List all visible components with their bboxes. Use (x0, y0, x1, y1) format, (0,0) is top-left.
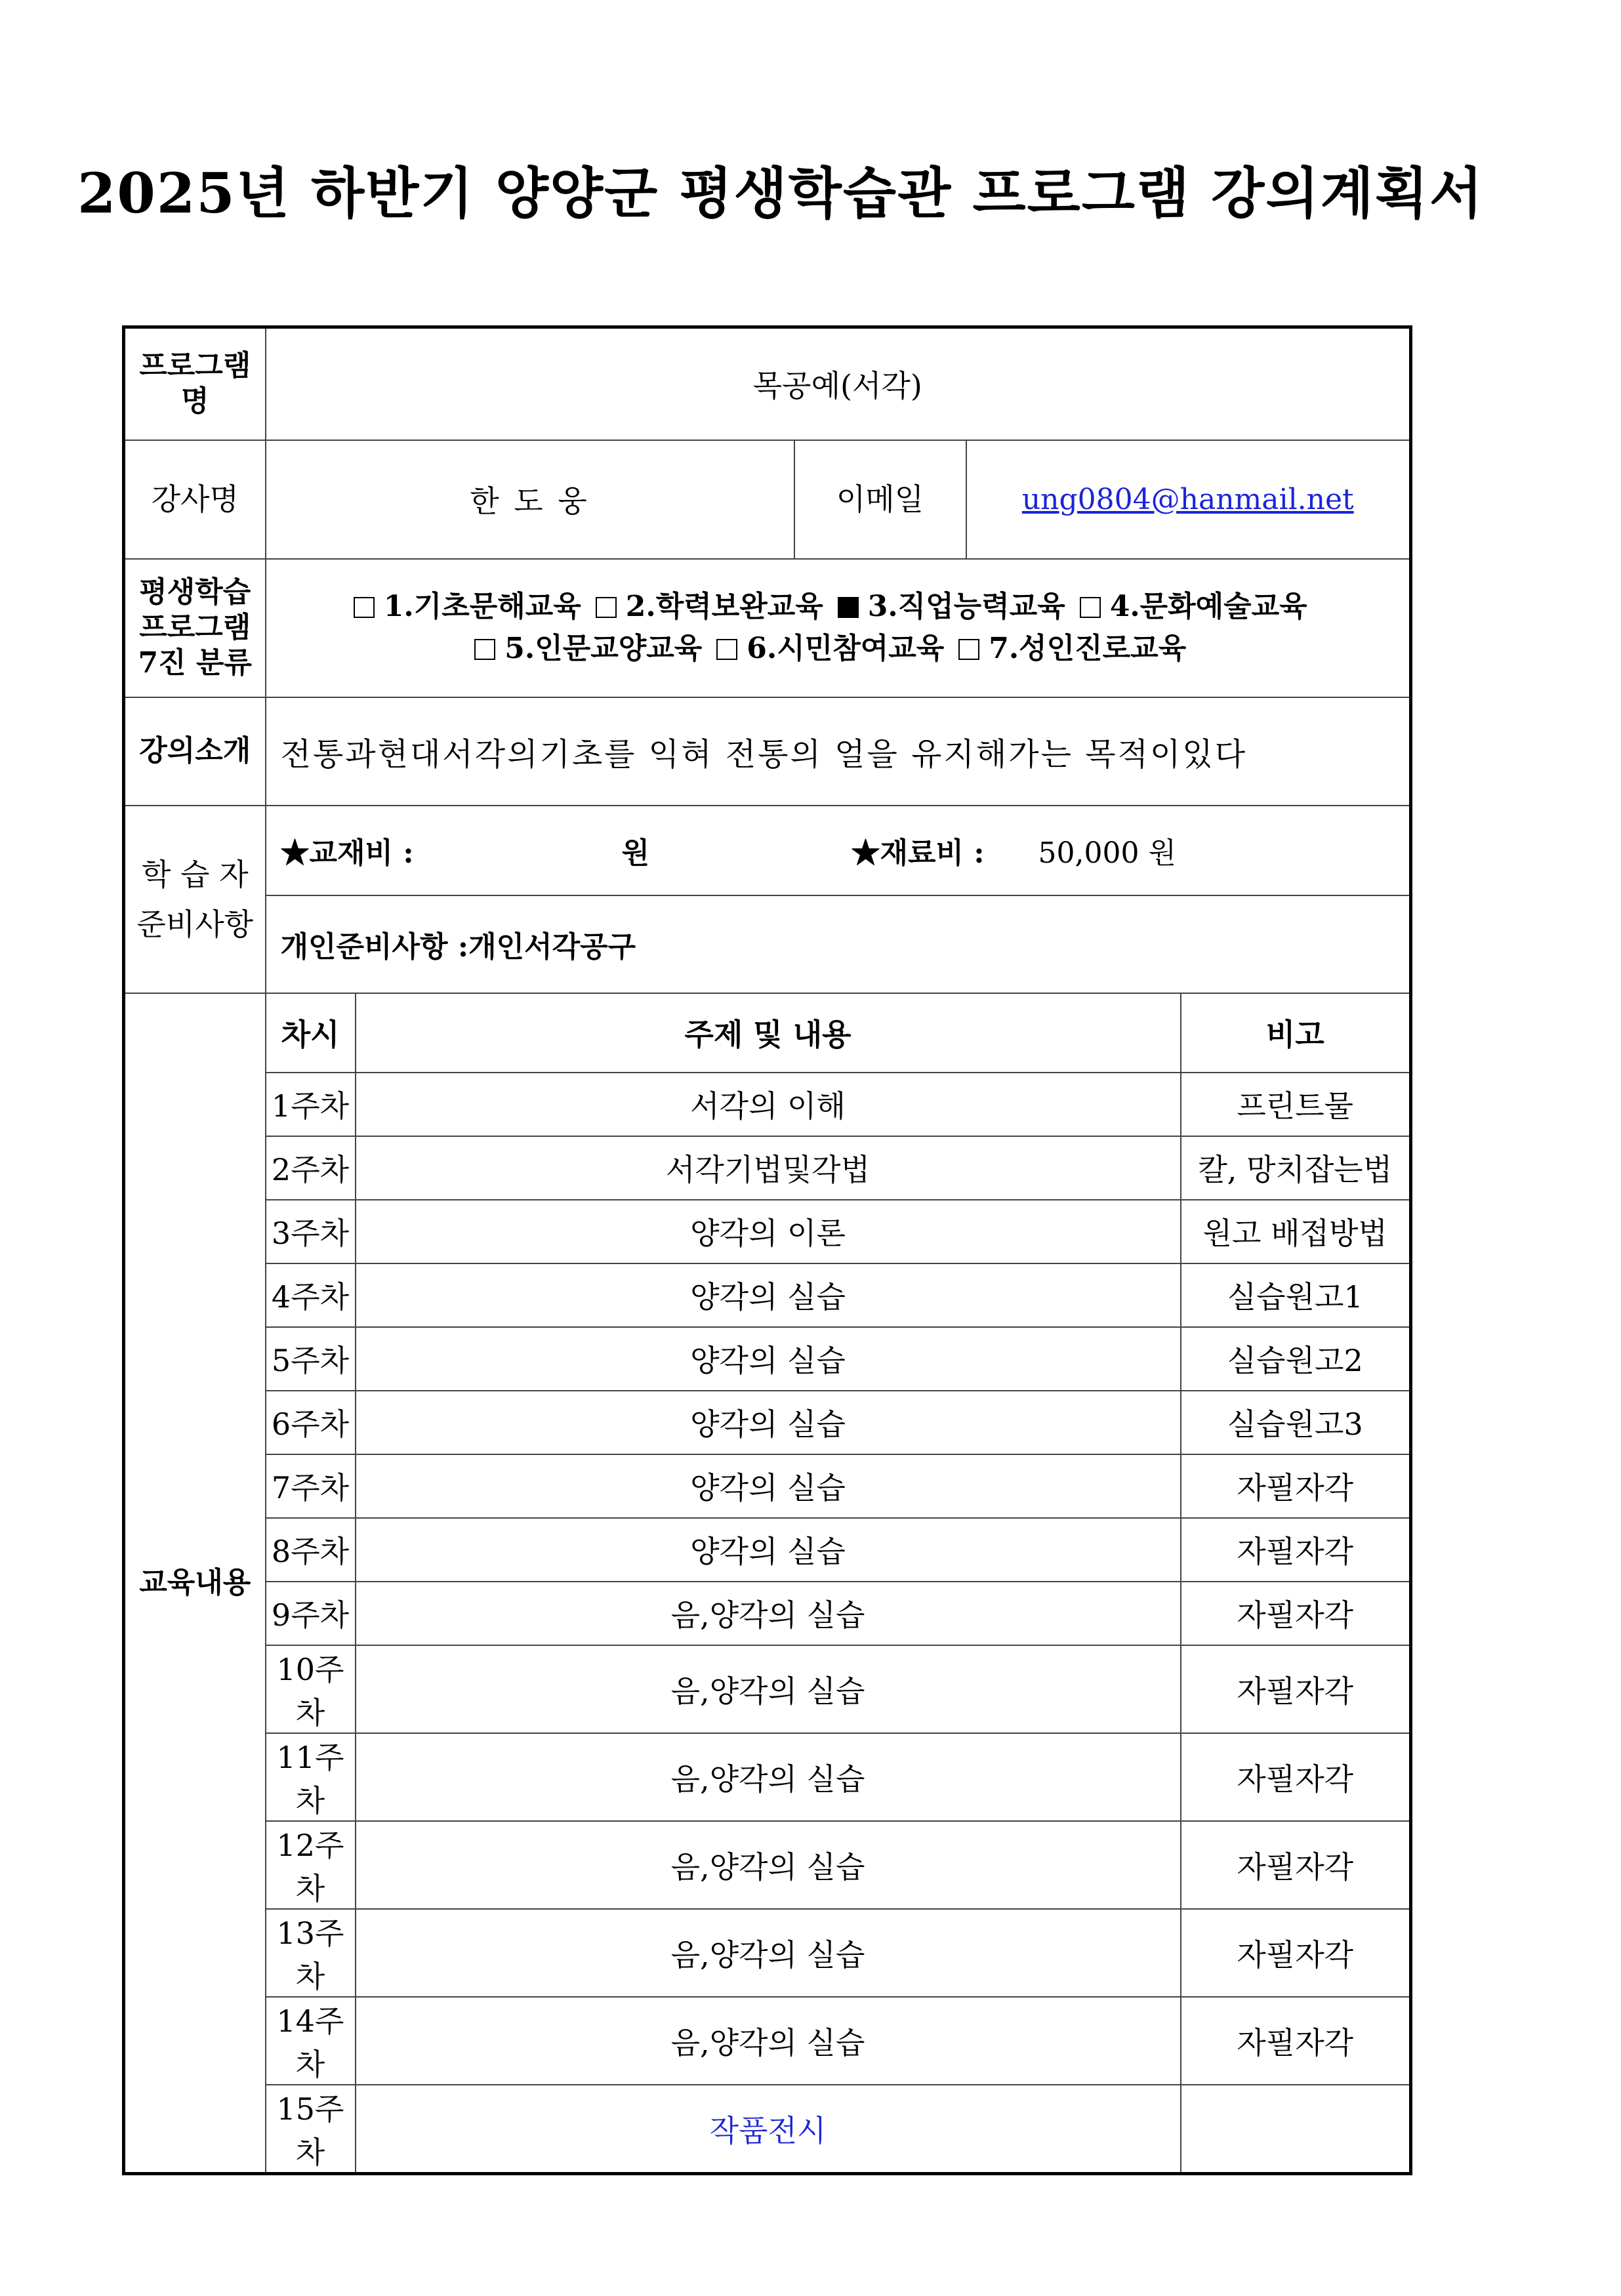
schedule-table (266, 994, 1410, 2172)
note-cell: 칼, 망치잡는법 (1181, 1136, 1410, 1200)
week-cell: 10주차 (266, 1645, 356, 1733)
topic-cell: 양각의 실습 (356, 1391, 1181, 1454)
classification-option-label: 1.기초문해교육 (383, 590, 581, 623)
topic-cell: 음,양각의 실습 (356, 1909, 1181, 1997)
classification-option[interactable] (716, 632, 944, 665)
classification-option-label: 3.직업능력교육 (867, 590, 1065, 623)
classification-option-label: 7.성인진로교육 (989, 632, 1187, 665)
classification-options (266, 559, 1411, 697)
week-cell: 9주차 (266, 1582, 356, 1645)
schedule-row (266, 1263, 1410, 1327)
schedule-row (266, 2085, 1410, 2172)
note-cell: 자필자각 (1181, 1997, 1410, 2085)
week-cell: 3주차 (266, 1200, 356, 1263)
week-cell: 5주차 (266, 1327, 356, 1391)
topic-cell: 음,양각의 실습 (356, 1645, 1181, 1733)
week-cell: 12주차 (266, 1821, 356, 1909)
prep-row-fees (124, 806, 1411, 895)
note-cell: 자필자각 (1181, 1733, 1410, 1821)
topic-cell: 음,양각의 실습 (356, 1733, 1181, 1821)
topic-cell: 양각의 실습 (356, 1454, 1181, 1518)
classification-option-label: 2.학력보완교육 (625, 590, 823, 623)
fees-cell (266, 806, 1411, 895)
week-cell: 6주차 (266, 1391, 356, 1454)
intro-row (124, 697, 1411, 806)
program-label: 프로그램명 (124, 327, 266, 440)
email-label: 이메일 (794, 440, 966, 559)
checkbox-icon[interactable] (716, 639, 737, 660)
classification-option[interactable] (1080, 590, 1307, 623)
topic-cell: 양각의 실습 (356, 1518, 1181, 1582)
program-name: 목공예(서각) (266, 327, 1411, 440)
lecture-plan-table (122, 325, 1412, 2175)
schedule-row (266, 1645, 1410, 1733)
note-cell (1181, 2085, 1410, 2172)
classification-option[interactable] (354, 590, 581, 623)
note-cell: 원고 배접방법 (1181, 1200, 1410, 1263)
content-row (124, 993, 1411, 2174)
week-cell: 11주차 (266, 1733, 356, 1821)
personal-prep: 개인준비사항 :개인서각공구 (266, 895, 1411, 993)
classification-option[interactable] (474, 632, 702, 665)
note-cell: 실습원고2 (1181, 1327, 1410, 1391)
schedule-row (266, 1821, 1410, 1909)
topic-header: 주제 및 내용 (356, 994, 1181, 1073)
intro-text: 전통과현대서각의기초를 익혀 전통의 얼을 유지해가는 목적이있다 (266, 697, 1411, 806)
week-cell: 14주차 (266, 1997, 356, 2085)
schedule-row (266, 1327, 1410, 1391)
topic-cell: 서각의 이해 (356, 1073, 1181, 1136)
instructor-name: 한 도 웅 (266, 440, 794, 559)
topic-cell: 서각기법및각법 (356, 1136, 1181, 1200)
instructor-row (124, 440, 1411, 559)
session-header: 차시 (266, 994, 356, 1073)
week-cell: 4주차 (266, 1263, 356, 1327)
classification-row (124, 559, 1411, 697)
program-row (124, 327, 1411, 440)
classification-label-line: 프로그램 (139, 611, 251, 644)
note-cell: 자필자각 (1181, 1821, 1410, 1909)
textbook-fee-label: ★교재비 : (280, 836, 414, 870)
topic-cell: 음,양각의 실습 (356, 1821, 1181, 1909)
page-title: 2025년 하반기 양양군 평생학습관 프로그램 강의계획서 (77, 161, 1485, 226)
schedule-row (266, 1200, 1410, 1263)
note-cell: 자필자각 (1181, 1518, 1410, 1582)
classification-option[interactable] (958, 632, 1186, 665)
email-link[interactable]: ung0804@hanmail.net (1021, 482, 1354, 516)
checkbox-icon[interactable] (958, 639, 979, 660)
schedule-row (266, 1582, 1410, 1645)
schedule-row (266, 1391, 1410, 1454)
classification-option-label: 6.시민참여교육 (747, 632, 945, 665)
checked-box-icon[interactable] (838, 597, 859, 618)
note-cell: 프린트물 (1181, 1073, 1410, 1136)
material-fee-label: ★재료비 : (851, 836, 985, 870)
topic-cell: 양각의 이론 (356, 1200, 1181, 1263)
checkbox-icon[interactable] (1080, 597, 1101, 618)
note-cell: 자필자각 (1181, 1582, 1410, 1645)
prep-label-line: 준비사항 (136, 906, 254, 942)
checkbox-icon[interactable] (354, 597, 375, 618)
schedule-cell (266, 993, 1411, 2174)
note-cell: 자필자각 (1181, 1454, 1410, 1518)
classification-option-label: 4.문화예술교육 (1109, 590, 1307, 623)
schedule-row (266, 1997, 1410, 2085)
schedule-row (266, 1909, 1410, 1997)
schedule-row (266, 1454, 1410, 1518)
note-cell: 실습원고1 (1181, 1263, 1410, 1327)
week-cell: 2주차 (266, 1136, 356, 1200)
note-cell: 자필자각 (1181, 1645, 1410, 1733)
classification-line-2 (266, 628, 1410, 670)
material-fee-value: 50,000 원 (1038, 836, 1176, 870)
classification-option[interactable] (596, 590, 823, 623)
classification-label-line: 7진 분류 (138, 646, 252, 680)
schedule-row (266, 1733, 1410, 1821)
note-cell: 자필자각 (1181, 1909, 1410, 1997)
topic-cell: 작품전시 (356, 2085, 1181, 2172)
classification-option-label: 5.인문교양교육 (504, 632, 703, 665)
classification-option[interactable] (838, 590, 1065, 623)
textbook-fee-unit: 원 (621, 836, 650, 870)
classification-line-1 (266, 586, 1410, 628)
schedule-header (266, 994, 1410, 1073)
classification-label (124, 559, 266, 697)
schedule-row (266, 1073, 1410, 1136)
topic-cell: 양각의 실습 (356, 1263, 1181, 1327)
content-label: 교육내용 (124, 993, 266, 2174)
prep-label (124, 806, 266, 993)
note-cell: 실습원고3 (1181, 1391, 1410, 1454)
checkbox-icon[interactable] (596, 597, 617, 618)
prep-label-line: 학 습 자 (141, 856, 249, 892)
topic-cell: 음,양각의 실습 (356, 1997, 1181, 2085)
week-cell: 1주차 (266, 1073, 356, 1136)
classification-label-line: 평생학습 (139, 575, 251, 609)
prep-row-personal (124, 895, 1411, 993)
week-cell: 7주차 (266, 1454, 356, 1518)
topic-cell: 음,양각의 실습 (356, 1582, 1181, 1645)
week-cell: 13주차 (266, 1909, 356, 1997)
checkbox-icon[interactable] (474, 639, 495, 660)
intro-label: 강의소개 (124, 697, 266, 806)
topic-cell: 양각의 실습 (356, 1327, 1181, 1391)
instructor-label: 강사명 (124, 440, 266, 559)
schedule-row (266, 1518, 1410, 1582)
week-cell: 8주차 (266, 1518, 356, 1582)
week-cell: 15주차 (266, 2085, 356, 2172)
schedule-row (266, 1136, 1410, 1200)
note-header: 비고 (1181, 994, 1410, 1073)
